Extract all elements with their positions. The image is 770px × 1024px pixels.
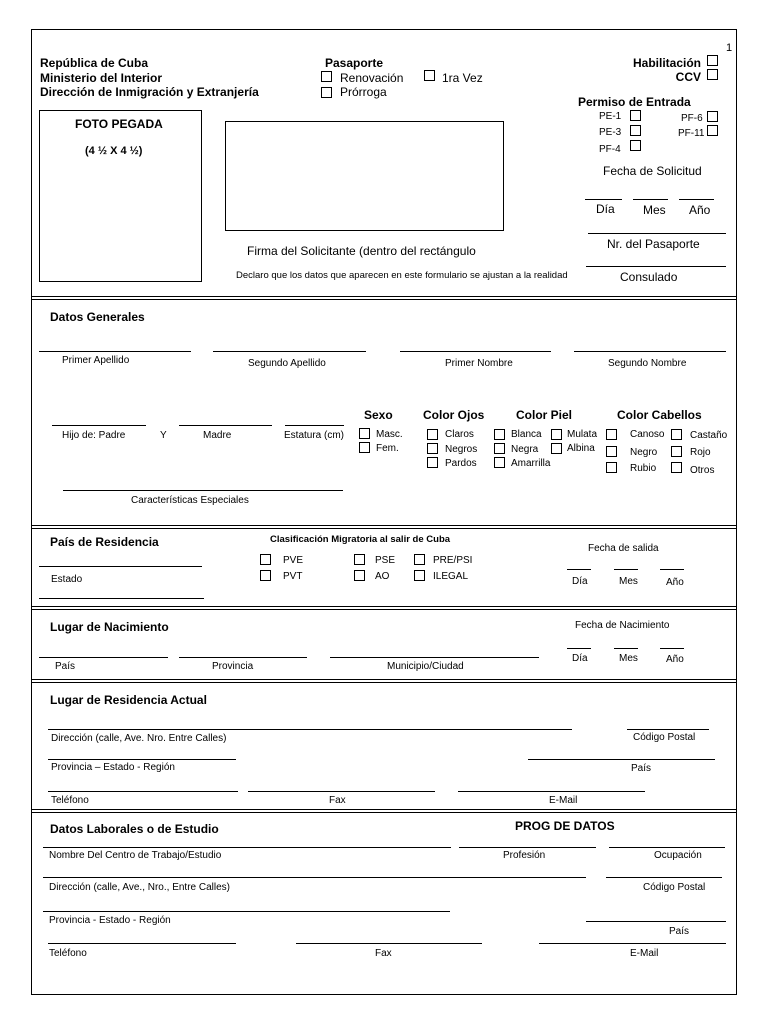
ao-label: AO [375, 571, 390, 582]
postal-code-line[interactable] [627, 729, 709, 730]
hair-other-checkbox[interactable] [671, 462, 682, 473]
special-features-line[interactable] [63, 490, 343, 491]
ao-checkbox[interactable] [354, 570, 365, 581]
pe3-label: PE-3 [599, 127, 622, 138]
email-line[interactable] [458, 791, 645, 792]
eye-black-checkbox[interactable] [427, 443, 438, 454]
birthplace-title: Lugar de Nacimiento [50, 620, 169, 634]
skin-mulatto-checkbox[interactable] [551, 429, 562, 440]
eye-brown-label: Pardos [445, 458, 477, 469]
special-features-label: Características Especiales [131, 495, 249, 506]
mother-line[interactable] [179, 425, 272, 426]
request-year-line[interactable] [679, 199, 714, 200]
pe1-label: PE-1 [599, 111, 622, 122]
pre-psi-label: PRE/PSI [433, 555, 473, 566]
fax-line[interactable] [248, 791, 435, 792]
work-phone-label: Teléfono [49, 948, 87, 959]
request-year-label: Año [689, 203, 711, 217]
skin-mulatto-label: Mulata [567, 429, 598, 440]
male-label: Masc. [376, 429, 403, 440]
photo-size: (4 ½ X 4 ½) [85, 145, 143, 157]
address-label: Dirección (calle, Ave. Nro. Entre Calles) [51, 733, 227, 744]
consulate-label: Consulado [620, 270, 678, 284]
birth-year-line[interactable] [660, 648, 684, 649]
work-country-label: País [669, 926, 690, 937]
departure-year-line[interactable] [660, 569, 684, 570]
fax-label: Fax [329, 795, 346, 806]
country-line[interactable] [528, 759, 715, 760]
departure-date-label: Fecha de salida [588, 543, 659, 554]
birth-month-line[interactable] [614, 648, 638, 649]
birth-province-label: Provincia [212, 661, 254, 672]
second-name-line[interactable] [574, 351, 726, 352]
migration-classification-heading: Clasificación Migratoria al salir de Cuba [270, 534, 451, 545]
passport-heading: Pasaporte [325, 56, 384, 70]
pve-label: PVE [283, 555, 304, 566]
first-name-line[interactable] [400, 351, 551, 352]
hair-grey-label: Canoso [630, 429, 665, 440]
passport-number-label: Nr. del Pasaporte [607, 237, 700, 251]
country-title: República de Cuba [40, 56, 149, 70]
hair-color-heading: Color Cabellos [617, 408, 702, 422]
ccv-checkbox[interactable] [707, 69, 718, 80]
hair-blond-checkbox[interactable] [606, 462, 617, 473]
entry-permit-heading: Permiso de Entrada [578, 95, 691, 109]
departure-year-label: Año [666, 577, 684, 588]
work-fax-line[interactable] [296, 943, 482, 944]
birth-day-line[interactable] [567, 648, 591, 649]
renewal-label: Renovación [340, 71, 404, 85]
eye-color-heading: Color Ojos [423, 408, 485, 422]
second-surname-label: Segundo Apellido [248, 358, 326, 369]
postal-code-label: Código Postal [633, 732, 696, 743]
section-divider [31, 809, 737, 813]
general-title: Datos Generales [50, 310, 145, 324]
request-day-label: Día [596, 202, 615, 216]
state-line[interactable] [39, 598, 204, 599]
first-time-checkbox[interactable] [424, 70, 435, 81]
birth-date-label: Fecha de Nacimiento [575, 620, 670, 631]
skin-black-label: Negra [511, 444, 539, 455]
profession-line[interactable] [459, 847, 596, 848]
consulate-line[interactable] [586, 266, 726, 267]
phone-label: Teléfono [51, 795, 89, 806]
hair-other-label: Otros [690, 465, 715, 476]
signature-caption: Firma del Solicitante (dentro del rectángulo [247, 244, 476, 258]
address-line[interactable] [48, 729, 572, 730]
section-divider [31, 679, 737, 683]
hair-black-checkbox[interactable] [606, 446, 617, 457]
hair-grey-checkbox[interactable] [606, 429, 617, 440]
request-month-label: Mes [643, 203, 666, 217]
work-postal-label: Código Postal [643, 882, 706, 893]
phone-line[interactable] [48, 791, 238, 792]
father-line[interactable] [52, 425, 146, 426]
country-label: País [631, 763, 652, 774]
directorate-title: Dirección de Inmigración y Extranjería [40, 85, 259, 99]
birth-municipality-label: Municipio/Ciudad [387, 661, 464, 672]
second-name-label: Segundo Nombre [608, 358, 687, 369]
hair-red-checkbox[interactable] [671, 446, 682, 457]
illegal-checkbox[interactable] [414, 570, 425, 581]
pse-label: PSE [375, 555, 396, 566]
first-time-label: 1ra Vez [442, 71, 483, 85]
first-surname-line[interactable] [39, 351, 191, 352]
departure-month-line[interactable] [614, 569, 638, 570]
habilitation-checkbox[interactable] [707, 55, 718, 66]
workplace-line[interactable] [43, 847, 451, 848]
skin-color-heading: Color Piel [516, 408, 573, 422]
pe3-checkbox[interactable] [630, 125, 641, 136]
work-phone-line[interactable] [48, 943, 236, 944]
illegal-label: ILEGAL [433, 571, 469, 582]
pvt-checkbox[interactable] [260, 570, 271, 581]
departure-day-label: Día [572, 576, 588, 587]
eye-brown-checkbox[interactable] [427, 457, 438, 468]
hair-brown-label: Castaño [690, 430, 728, 441]
request-date-label: Fecha de Solicitud [603, 164, 702, 178]
and-label: Y [160, 430, 167, 441]
province-label: Provincia – Estado - Región [51, 762, 175, 773]
request-day-line[interactable] [585, 199, 622, 200]
renewal-checkbox[interactable] [321, 71, 332, 82]
section-divider [31, 296, 737, 300]
page-number: 1 [726, 42, 733, 54]
skin-albino-checkbox[interactable] [551, 443, 562, 454]
skin-black-checkbox[interactable] [494, 443, 505, 454]
passport-number-line[interactable] [588, 233, 726, 234]
first-name-label: Primer Nombre [445, 358, 513, 369]
state-label: Estado [51, 574, 83, 585]
father-label: Hijo de: Padre [62, 430, 126, 441]
pe4-label: PF-4 [599, 144, 621, 155]
extension-label: Prórroga [340, 85, 387, 99]
skin-yellow-checkbox[interactable] [494, 457, 505, 468]
ministry-title: Ministerio del Interior [40, 71, 163, 85]
request-month-line[interactable] [633, 199, 668, 200]
hair-black-label: Negro [630, 447, 658, 458]
departure-month-label: Mes [619, 576, 638, 587]
work-email-line[interactable] [539, 943, 726, 944]
province-line[interactable] [48, 759, 236, 760]
skin-albino-label: Albina [567, 443, 595, 454]
birth-country-label: País [55, 661, 76, 672]
height-label: Estatura (cm) [284, 430, 345, 441]
pvt-label: PVT [283, 571, 303, 582]
birth-year-label: Año [666, 654, 684, 665]
work-country-line[interactable] [586, 921, 726, 922]
eye-black-label: Negros [445, 444, 478, 455]
skin-white-checkbox[interactable] [494, 429, 505, 440]
birth-month-label: Mes [619, 653, 638, 664]
work-province-label: Provincia - Estado - Región [49, 915, 171, 926]
photo-box [39, 110, 202, 282]
signature-box[interactable] [225, 121, 504, 231]
departure-day-line[interactable] [567, 569, 591, 570]
occupation-line[interactable] [609, 847, 725, 848]
ccv-label: CCV [675, 70, 701, 84]
extension-checkbox[interactable] [321, 87, 332, 98]
pe6-label: PF-6 [681, 113, 703, 124]
occupation-label: Ocupación [654, 850, 702, 861]
birth-province-line[interactable] [179, 657, 307, 658]
work-province-line[interactable] [43, 911, 450, 912]
skin-white-label: Blanca [511, 429, 542, 440]
second-surname-line[interactable] [213, 351, 366, 352]
declaration-text: Declaro que los datos que aparecen en este formulario se ajustan a la realidad [236, 270, 568, 281]
pse-checkbox[interactable] [354, 554, 365, 565]
pe1-checkbox[interactable] [630, 110, 641, 121]
eye-light-checkbox[interactable] [427, 429, 438, 440]
workplace-label: Nombre Del Centro de Trabajo/Estudio [49, 850, 222, 861]
current-residence-title: Lugar de Residencia Actual [50, 693, 207, 707]
prog-data-label: PROG DE DATOS [515, 819, 615, 833]
pe6-checkbox[interactable] [707, 111, 718, 122]
work-postal-line[interactable] [606, 877, 722, 878]
email-label: E-Mail [549, 795, 578, 806]
male-checkbox[interactable] [359, 428, 370, 439]
female-checkbox[interactable] [359, 442, 370, 453]
work-email-label: E-Mail [630, 948, 659, 959]
mother-label: Madre [203, 430, 232, 441]
birth-day-label: Día [572, 653, 588, 664]
profession-label: Profesión [503, 850, 546, 861]
hair-blond-label: Rubio [630, 463, 657, 474]
birth-municipality-line[interactable] [330, 657, 539, 658]
work-title: Datos Laborales o de Estudio [50, 822, 219, 836]
birth-country-line[interactable] [39, 657, 168, 658]
skin-yellow-label: Amarrilla [511, 458, 551, 469]
female-label: Fem. [376, 443, 399, 454]
photo-title: FOTO PEGADA [75, 117, 163, 131]
residence-country-title: País de Residencia [50, 535, 159, 549]
section-divider [31, 606, 737, 610]
pre-psi-checkbox[interactable] [414, 554, 425, 565]
height-line[interactable] [285, 425, 344, 426]
hair-brown-checkbox[interactable] [671, 429, 682, 440]
sex-heading: Sexo [364, 408, 393, 422]
eye-light-label: Claros [445, 429, 474, 440]
work-address-line[interactable] [43, 877, 586, 878]
pve-checkbox[interactable] [260, 554, 271, 565]
pe4-checkbox[interactable] [630, 140, 641, 151]
pe11-label: PF-11 [678, 128, 705, 139]
pe11-checkbox[interactable] [707, 125, 718, 136]
residence-country-line[interactable] [39, 566, 202, 567]
section-divider [31, 525, 737, 529]
work-address-label: Dirección (calle, Ave., Nro., Entre Calles) [49, 882, 230, 893]
first-surname-label: Primer Apellido [62, 355, 130, 366]
habilitation-label: Habilitación [632, 56, 701, 70]
hair-red-label: Rojo [690, 447, 711, 458]
work-fax-label: Fax [375, 948, 392, 959]
